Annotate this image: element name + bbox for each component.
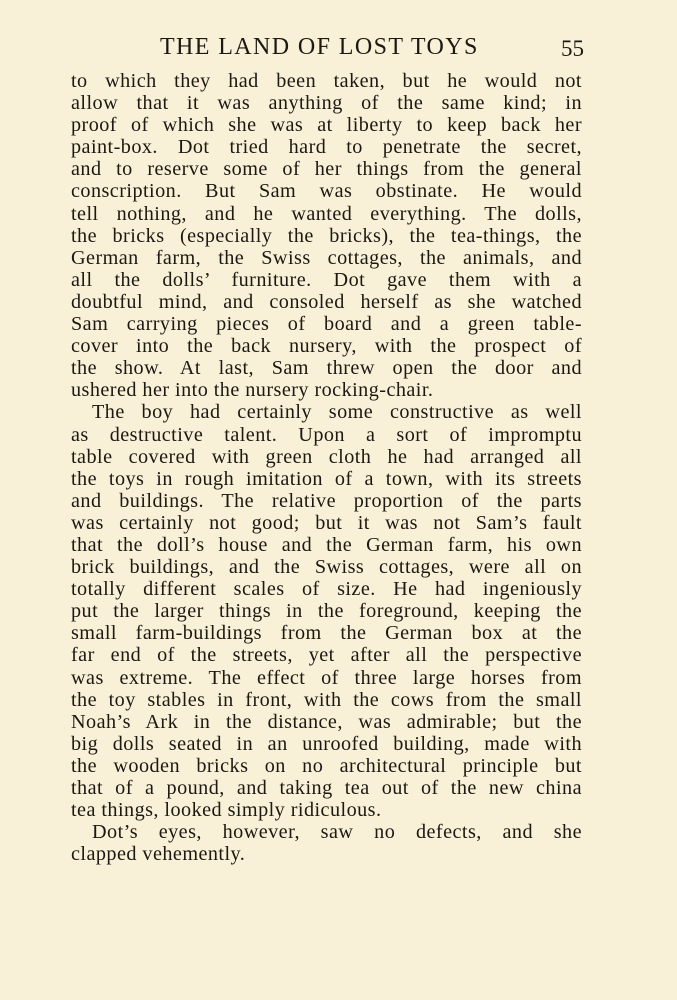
text-line: clapped vehemently. <box>71 843 246 866</box>
text-line: doubtful mind, and consoled herself as she watched <box>71 290 582 313</box>
text-line: proof of which she was at liberty to keep back her <box>71 114 582 137</box>
text-line: totally different scales of size. He had ingeniously <box>71 578 582 601</box>
paragraph <box>71 401 582 821</box>
text-line: the toys in rough imitation of a town, with its streets <box>71 467 582 490</box>
text-line: far end of the streets, yet after all the perspective <box>71 644 582 667</box>
text-line: big dolls seated in an unroofed building, made with <box>71 732 582 755</box>
text-line: put the larger things in the foreground, keeping the <box>71 600 582 623</box>
text-line: that of a pound, and taking tea out of the new china <box>71 777 582 799</box>
text-line: tea things, looked simply ridiculous. <box>71 799 382 822</box>
text-line: the bricks (especially the bricks), the tea-things, the <box>71 224 582 247</box>
text-line: German farm, the Swiss cottages, the animals, and <box>71 246 582 269</box>
text-line: that the doll’s house and the German farm, his own <box>71 533 582 556</box>
text-line: was certainly not good; but it was not Sam’s fault <box>71 511 582 534</box>
text-line: The boy had certainly some constructive as well <box>92 401 582 424</box>
text-line: ushered her into the nursery rocking-chair. <box>71 379 434 402</box>
text-line: table covered with green cloth he had arranged all <box>71 445 582 468</box>
text-line: to which they had been taken, but he would not <box>71 70 582 92</box>
text-line: the show. At last, Sam threw open the door and <box>71 357 582 380</box>
paragraph <box>71 821 582 865</box>
page-number: 55 <box>561 36 584 61</box>
text-line: the wooden bricks on no architectural principle but <box>71 754 582 777</box>
text-line: as destructive talent. Upon a sort of impromptu <box>71 423 582 446</box>
text-line: cover into the back nursery, with the prospect of <box>71 335 582 358</box>
text-line: allow that it was anything of the same kind; in <box>71 92 582 115</box>
text-line: brick buildings, and the Swiss cottages, were all on <box>71 556 582 579</box>
running-title: THE LAND OF LOST TOYS <box>160 34 479 60</box>
paragraph <box>71 70 582 401</box>
body-text <box>71 70 582 865</box>
text-line: small farm-buildings from the German box at the <box>71 622 582 645</box>
text-line: Dot’s eyes, however, saw no defects, and she <box>92 821 582 844</box>
text-line: the toy stables in front, with the cows from the small <box>71 688 582 711</box>
text-line: tell nothing, and he wanted everything. The dolls, <box>71 202 582 225</box>
text-line: and buildings. The relative proportion of the parts <box>71 489 582 512</box>
text-line: all the dolls’ furniture. Dot gave them with a <box>71 268 582 291</box>
text-line: conscription. But Sam was obstinate. He would <box>71 180 582 203</box>
page-header <box>0 30 677 64</box>
text-line: Noah’s Ark in the distance, was admirable; but the <box>71 710 582 733</box>
text-line: Sam carrying pieces of board and a green table- <box>71 313 582 336</box>
text-line: paint-box. Dot tried hard to penetrate the secret, <box>71 136 582 159</box>
text-line: was extreme. The effect of three large horses from <box>71 666 582 689</box>
text-line: and to reserve some of her things from the general <box>71 158 582 181</box>
